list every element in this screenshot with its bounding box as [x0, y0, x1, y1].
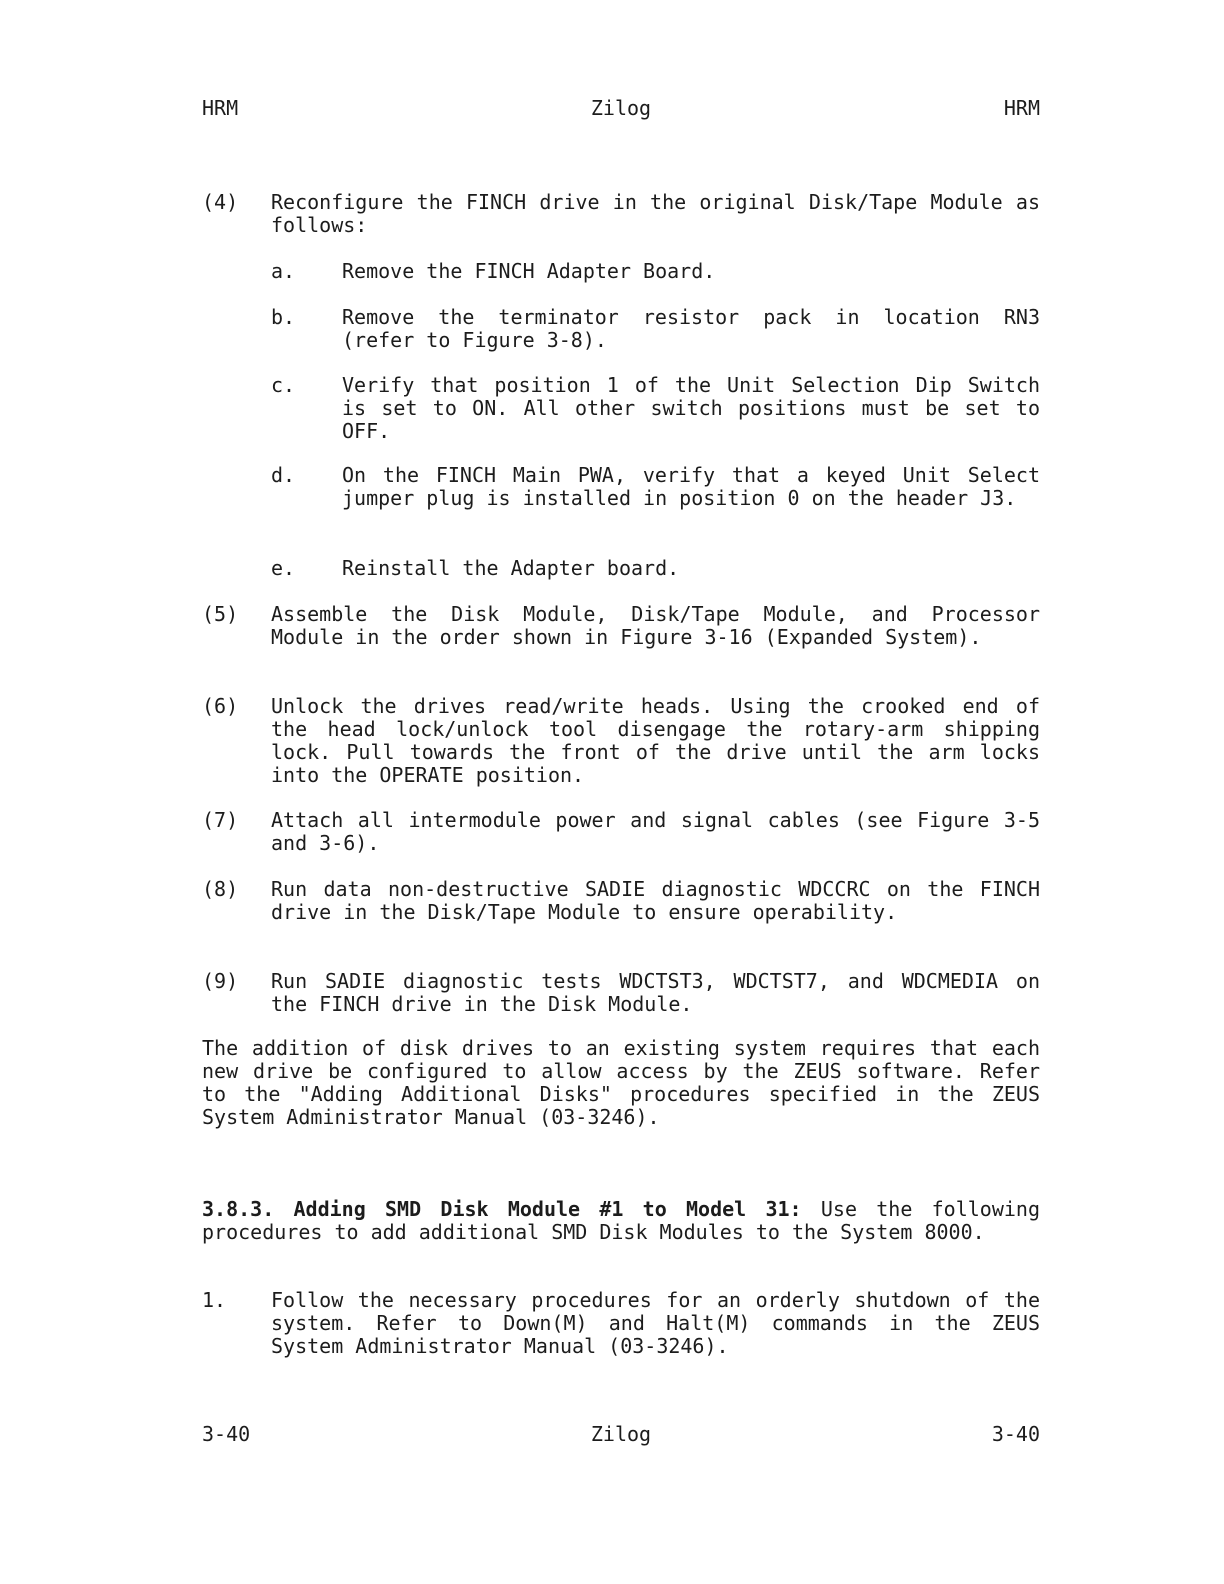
body-paragraph: The addition of disk drives to an existing system requires that each new drive be configured to allow access by the ZEUS software. Refer to the "Adding Additional Disks" procedures specified in the ZEUS System Administrator Manual (03-3246). [202, 1036, 1040, 1129]
footer-left: 3-40 [202, 1422, 251, 1446]
section-intro: Use the following procedures to add additional SMD Disk Modules to the System 8000. [202, 1197, 1041, 1244]
step-text: Unlock the drives read/write heads. Using the crooked end of the head lock/unlock tool disengage the rotary-arm shipping lock. Pull towards the front of the drive until the arm locks into the OPERATE position. [271, 694, 1040, 787]
substep-e [271, 557, 1040, 580]
section-title: Adding SMD Disk Module #1 to Model 31: [293, 1197, 802, 1221]
step-text: Run SADIE diagnostic tests WDCTST3, WDCTST7, and WDCMEDIA on the FINCH drive in the Disk Module. [271, 969, 1040, 1016]
substep-text: Verify that position 1 of the Unit Selection Dip Switch is set to ON. All other switch positions must be set to OFF. [342, 373, 1040, 443]
step-number: 1. [202, 1288, 227, 1312]
footer-right: 3-40 [991, 1422, 1040, 1446]
substep-letter: c. [271, 373, 296, 397]
step-text: Run data non-destructive SADIE diagnostic WDCCRC on the FINCH drive in the Disk/Tape Module to ensure operability. [271, 877, 1040, 924]
footer-center: Zilog [590, 1422, 652, 1446]
step-number: (7) [202, 808, 239, 832]
step-9 [202, 970, 1040, 1016]
header-right: HRM [1003, 96, 1040, 120]
step-text: Attach all intermodule power and signal cables (see Figure 3-5 and 3-6). [271, 808, 1040, 855]
section-3-8-3 [202, 1198, 1040, 1244]
numbered-step-1 [202, 1289, 1040, 1358]
step-7 [202, 809, 1040, 855]
step-8 [202, 878, 1040, 924]
step-number: (8) [202, 877, 239, 901]
header-center: Zilog [590, 96, 652, 120]
step-4 [202, 191, 1040, 237]
substep-text: Reinstall the Adapter board. [342, 556, 680, 580]
substep-text: Remove the terminator resistor pack in location RN3 (refer to Figure 3-8). [342, 305, 1040, 352]
substep-letter: b. [271, 305, 296, 329]
substep-b [271, 306, 1040, 352]
header-left: HRM [202, 96, 239, 120]
substep-text: Remove the FINCH Adapter Board. [342, 259, 716, 283]
substep-text: On the FINCH Main PWA, verify that a keyed Unit Select jumper plug is installed in position 0 on the header J3. [342, 463, 1040, 510]
step-6 [202, 695, 1040, 787]
substep-c [271, 374, 1040, 443]
substep-letter: a. [271, 259, 296, 283]
section-number: 3.8.3. [202, 1197, 275, 1221]
step-text: Reconfigure the FINCH drive in the original Disk/Tape Module as follows: [271, 190, 1040, 237]
substep-d [271, 464, 1040, 510]
step-number: (4) [202, 190, 239, 214]
step-text: Assemble the Disk Module, Disk/Tape Module, and Processor Module in the order shown in Figure 3-16 (Expanded System). [271, 602, 1040, 649]
step-5 [202, 603, 1040, 649]
substep-a [271, 260, 1040, 283]
page-header [202, 97, 1040, 121]
page-footer [202, 1423, 1040, 1447]
step-number: (5) [202, 602, 239, 626]
step-text: Follow the necessary procedures for an orderly shutdown of the system. Refer to Down(M) and Halt(M) commands in the ZEUS System Administrator Manual (03-3246). [271, 1288, 1040, 1358]
substep-letter: e. [271, 556, 296, 580]
substep-letter: d. [271, 463, 296, 487]
step-number: (6) [202, 694, 239, 718]
step-number: (9) [202, 969, 239, 993]
